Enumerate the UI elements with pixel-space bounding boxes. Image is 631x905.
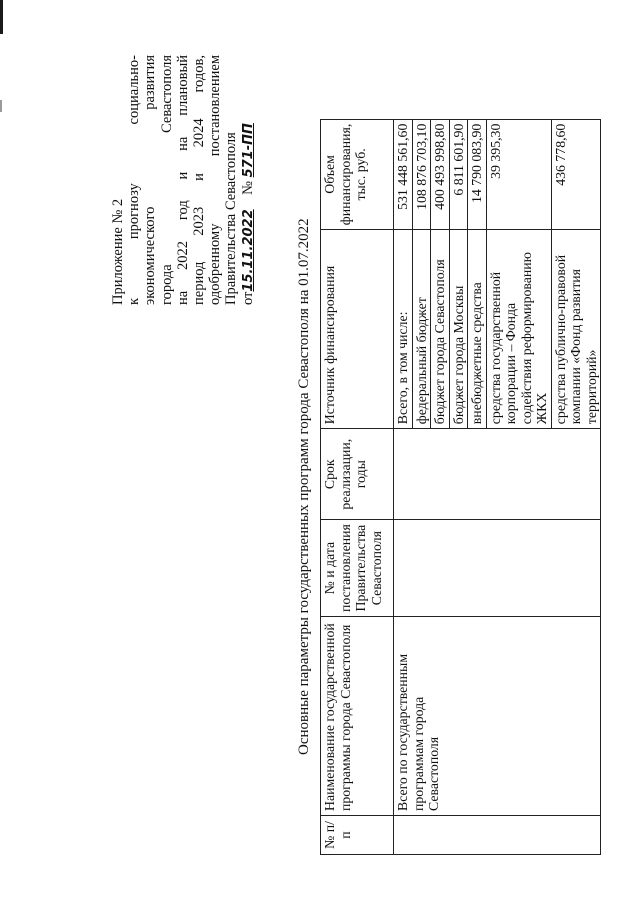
appendix-line: Приложение № 2 [110, 198, 126, 305]
volume-cell: 400 493 998,80 [431, 119, 450, 230]
appendix-line: экономического развития [142, 55, 159, 305]
source-cell: средства государственной корпорации – Фонда содействия реформированию ЖКХ [486, 230, 551, 429]
appendix-line: период 2023 и 2024 годов, [191, 55, 208, 305]
programs-table [320, 119, 601, 855]
volume-cell: 6 811 601,90 [449, 119, 468, 230]
volume-cell: 108 876 703,10 [412, 119, 431, 230]
handwritten-number: 571-ПП [240, 123, 256, 178]
appendix-line: на 2022 год и на плановый [174, 55, 191, 305]
appendix-line: города Севастополя [158, 55, 175, 305]
source-cell: бюджет города Москвы [449, 230, 468, 429]
source-cell: бюджет города Севастополя [431, 230, 450, 429]
header-volume: Объем финансирования, тыс. руб. [321, 119, 394, 230]
page-title: Основные параметры государственных программ города Севастополя на 01.07.2022 [296, 218, 312, 755]
source-cell: внебюджетные средства [468, 230, 487, 429]
appendix-line: к прогнозу социально- [126, 55, 143, 305]
source-cell: средства публично-правовой компании «Фонд развития территорий» [551, 230, 601, 429]
header-decree: № и дата постановления Правительства Севастополя [321, 520, 394, 617]
appendix-line: одобренному постановлением [207, 55, 224, 305]
table-header-row [321, 119, 394, 854]
header-num: № п/п [321, 816, 394, 855]
volume-cell: 39 395,30 [486, 119, 551, 230]
num-cell [394, 816, 601, 855]
appendix-block [110, 55, 257, 305]
number-prefix: № [239, 181, 256, 195]
date-prefix: от [239, 291, 256, 305]
decree-signature-line [240, 55, 257, 305]
source-cell: Всего, в том числе: [394, 230, 413, 429]
table-row [394, 119, 413, 854]
program-name-cell: Всего по государственным программам города Севастополя [394, 617, 601, 816]
appendix-line: Правительства Севастополя [223, 132, 240, 305]
source-cell: федеральный бюджет [412, 230, 431, 429]
decree-cell [394, 520, 601, 617]
volume-cell: 436 778,60 [551, 119, 601, 230]
period-cell [394, 429, 601, 520]
header-period: Срок реализации, годы [321, 429, 394, 520]
handwritten-date: 15.11.2022 [240, 209, 256, 292]
header-source: Источник финансирования [321, 230, 394, 429]
volume-cell: 531 448 561,60 [394, 119, 413, 230]
header-name: Наименование государственной программы города Севастополя [321, 617, 394, 816]
volume-cell: 14 790 083,90 [468, 119, 487, 230]
